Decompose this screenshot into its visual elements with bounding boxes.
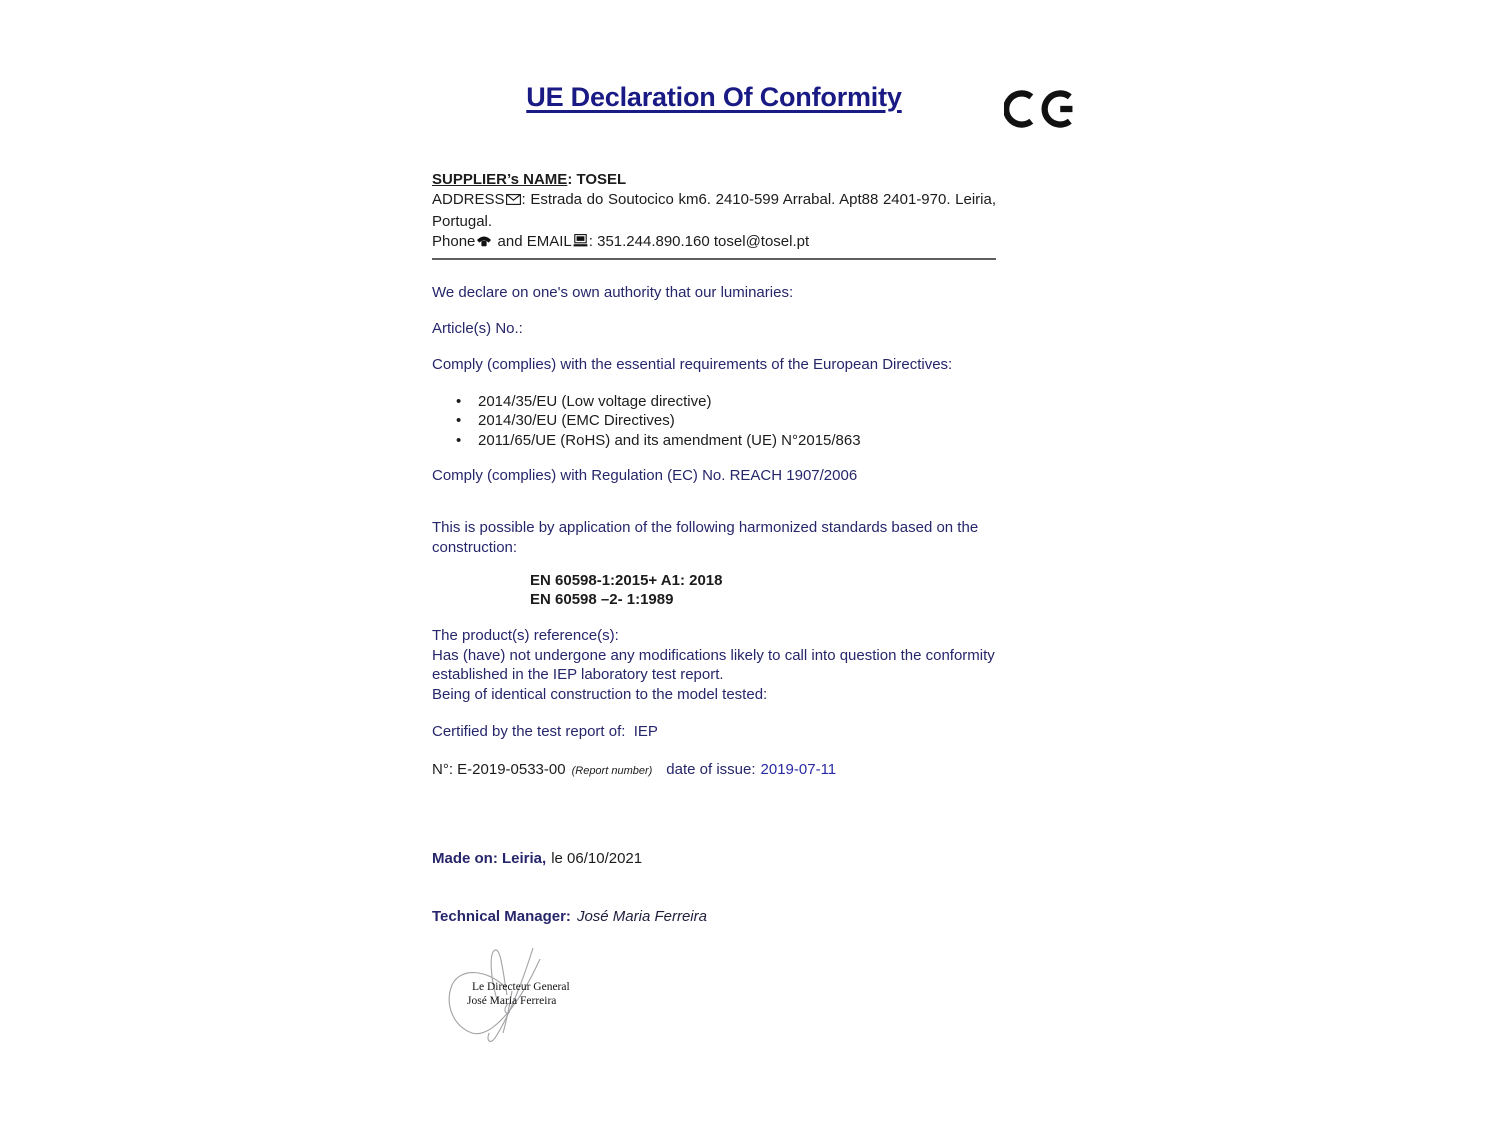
signature-caption-line1: Le Directeur General [472,981,570,993]
made-on-line [432,849,996,869]
address-label: ADDRESS [432,191,505,209]
signature-caption-line2: José Maria Ferreira [467,995,557,1007]
supplier-name-line [432,170,996,190]
comply-directives-text: Comply (complies) with the essential requirements of the European Directives: [432,356,953,373]
declaration-document [432,0,996,1125]
standards-block [530,572,950,609]
contact-value: : 351.244.890.160 tosel@tosel.pt [588,232,810,250]
comply-reach-text: Comply (complies) with Regulation (EC) No. REACH 1907/2006 [432,467,858,484]
supplier-block [432,170,996,253]
product-reference-text: The product(s) reference(s): [432,627,619,644]
standard-item: EN 60598-1:2015+ A1: 2018 [530,572,723,589]
ce-mark-icon [1004,82,1078,136]
page-title: UE Declaration Of Conformity [526,82,902,112]
supplier-address-line2: Portugal. [432,212,493,230]
product-note-line1: Has (have) not undergone any modifications likely to call into question the conformity [432,646,995,664]
directive-item: • 2014/35/EU (Low voltage directive) [432,392,996,411]
made-on-value: le 06/10/2021 [551,850,643,867]
phone-icon [476,233,492,253]
standard-item: EN 60598 –2- 1:1989 [530,590,674,608]
technical-manager-line [432,907,996,927]
phone-label: Phone [432,232,476,250]
signature-area [440,943,600,1053]
product-note-line2: established in the IEP laboratory test report. [432,666,724,684]
supplier-address-line1 [432,190,996,211]
directive-item: • 2011/65/UE (RoHS) and its amendment (UE) N°2015/863 [432,431,996,450]
made-on-label: Made on: Leiria, [432,850,547,867]
technical-manager-label: Technical Manager: [432,908,571,925]
harmonized-intro [432,518,996,558]
certified-by-text: Certified by the test report of: IEP [432,723,658,740]
report-number-note: (Report number) [571,765,653,777]
computer-icon [573,233,588,253]
supplier-name-label: SUPPLIER’s NAME [432,171,568,188]
directive-item: • 2014/30/EU (EMC Directives) [432,411,996,430]
ce-mark-svg [1004,82,1078,136]
technical-manager-value: José Maria Ferreira [576,908,707,925]
separator-line [432,258,996,260]
supplier-name-value: : TOSEL [567,171,627,188]
supplier-contact-line [432,232,996,253]
title-row [432,82,996,112]
report-line [432,760,996,782]
envelope-icon [506,191,521,211]
harmonized-intro-line1: This is possible by application of the following harmonized standards based on the [432,519,979,536]
articles-no-text: Article(s) No.: [432,320,523,337]
directives-list [432,392,996,450]
we-declare-text: We declare on one's own authority that our luminaries: [432,284,794,301]
product-block [432,626,996,704]
and-email-label: and EMAIL [493,232,572,250]
harmonized-intro-line2: construction: [432,539,518,556]
report-number: N°: E-2019-0533-00 [432,761,566,778]
date-of-issue-label: date of issue: [666,761,756,778]
address-value: : Estrada do Soutocico km6. 2410-599 Arrabal. Apt88 2401-970. Leiria, [521,191,996,209]
date-of-issue-value: 2019-07-11 [760,761,837,778]
product-note-line3: Being of identical construction to the model tested: [432,685,768,703]
